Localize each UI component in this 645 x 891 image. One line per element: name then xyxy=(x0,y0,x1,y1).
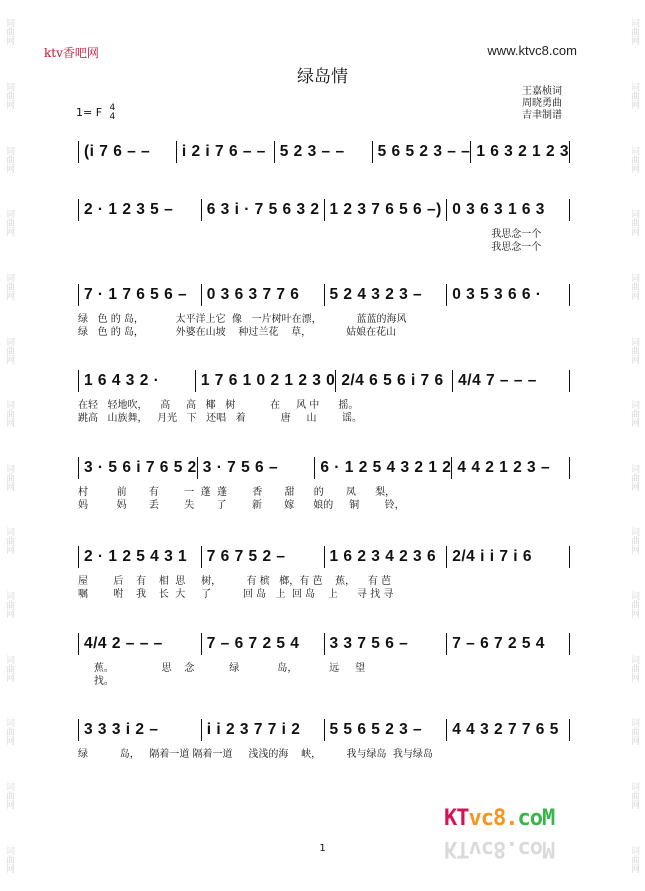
composer-credit: 周晓勇曲 xyxy=(522,98,562,109)
watermark-text: 词曲网 xyxy=(4,463,14,491)
measure: 2 · 1 2 5 4 3 1 xyxy=(84,548,188,565)
measure: 2/4 6 5 6 i 7 6 xyxy=(341,372,444,389)
measure: 1 6 4 3 2 · xyxy=(84,372,160,389)
watermark-text: 词曲网 xyxy=(629,209,639,237)
watermark-text: 词曲网 xyxy=(4,845,14,873)
watermark-text: 词曲网 xyxy=(4,145,14,173)
score-system xyxy=(78,369,570,425)
measure: 1 6 2 3 4 2 3 6 xyxy=(329,548,437,565)
barline xyxy=(569,546,570,568)
measure: 0 3 6 3 7 7 6 xyxy=(206,286,300,303)
watermark-text: 词曲网 xyxy=(629,527,639,555)
watermark-text: 词曲网 xyxy=(4,782,14,809)
score-system xyxy=(78,198,570,254)
time-signature xyxy=(110,104,116,122)
notation-row xyxy=(78,140,570,164)
measure: 1 7 6 1 0 2 1 2 3 0 xyxy=(200,372,336,389)
notation-row xyxy=(78,456,570,480)
score-system xyxy=(78,632,570,688)
measure: 4 4 2 1 2 3 – xyxy=(457,459,551,476)
site-url[interactable]: www.ktvc8.com xyxy=(487,43,577,58)
lyric-line: 跳高 山族舞， 月光 下 还唱 着 唐 山 谣。 xyxy=(78,413,362,424)
measure: 3 · 5 6 i 7 6 5 2 xyxy=(84,459,197,476)
lyric-line: 找。 xyxy=(78,676,114,687)
page-number: 1 xyxy=(319,843,326,854)
notation-row xyxy=(78,632,570,656)
logo-part-c: coM xyxy=(517,806,555,831)
watermark-text: 词曲网 xyxy=(4,209,14,237)
measure: 5 2 3 – – xyxy=(279,143,345,160)
score-system xyxy=(78,283,570,339)
watermark-right xyxy=(627,0,641,891)
watermark-text: 词曲网 xyxy=(629,782,639,809)
watermark-text: 词曲网 xyxy=(629,145,639,173)
score-system xyxy=(78,140,570,164)
logo-reflection-c: coM xyxy=(517,836,555,861)
notation-row xyxy=(78,369,570,393)
watermark-text: 词曲网 xyxy=(4,654,14,682)
barline xyxy=(569,141,570,163)
watermark-text: 词曲网 xyxy=(629,81,639,109)
lyric-line: 我思念一个 xyxy=(78,229,542,240)
watermark-text: 词曲网 xyxy=(4,591,14,619)
watermark-text: 词曲网 xyxy=(4,527,14,555)
lyric-line: 在轻 轻地吹， 高 高 椰 树 在 风 中 摇。 xyxy=(78,400,359,411)
lyricist-credit: 王嘉桢词 xyxy=(522,86,562,97)
credits xyxy=(522,86,562,122)
lyric-line: 绿 色 的 岛， 外婆在山坡 种过兰花 草， 姑娘在花山 xyxy=(78,327,397,338)
measure: i 2 i 7 6 – – xyxy=(181,143,266,160)
watermark-text: 词曲网 xyxy=(629,654,639,682)
song-title: 绿岛情 xyxy=(297,67,348,87)
lyric-line: 村 前 有 一 蓬 蓬 香 甜 的 凤 梨， xyxy=(78,487,396,498)
measure: 6 3 i · 7 5 6 3 2 xyxy=(206,201,320,218)
lyric-line: 我思念一个 xyxy=(78,242,542,253)
measure: 4/4 2 – – – xyxy=(84,635,163,652)
notation-row xyxy=(78,198,570,222)
measure: 4/4 7 – – – xyxy=(458,372,537,389)
measure: 7 6 7 5 2 – xyxy=(206,548,286,565)
brand-link[interactable]: ktv香吧网 xyxy=(44,46,99,60)
watermark-text: 词曲网 xyxy=(629,18,639,46)
measure: 1 6 3 2 1 2 3 xyxy=(476,143,569,160)
watermark-text: 词曲网 xyxy=(629,400,639,428)
watermark-text: 词曲网 xyxy=(4,18,14,46)
barline xyxy=(569,457,570,479)
logo-reflection-a: KT xyxy=(444,836,469,861)
key-signature xyxy=(76,104,115,122)
measure: 3 · 7 5 6 – xyxy=(202,459,279,476)
watermark-text: 词曲网 xyxy=(629,463,639,491)
measure: 2 · 1 2 3 5 – xyxy=(84,201,174,218)
measure: (i 7 6 – – xyxy=(84,143,151,160)
watermark-text: 词曲网 xyxy=(629,845,639,873)
measure: 1 2 3 7 6 5 6 –) xyxy=(329,201,442,218)
measure: 2/4 i i 7 i 6 xyxy=(452,548,532,565)
lyric-line: 屋 后 有 相 思 树， 有 槟 榔，有 芭 蕉， 有 芭 xyxy=(78,576,392,587)
key-label: 1= F xyxy=(76,106,103,119)
watermark-left xyxy=(2,0,16,891)
measure: 0 3 6 3 1 6 3 xyxy=(452,201,545,218)
barline xyxy=(569,719,570,741)
measure: 5 2 4 3 2 3 – xyxy=(329,286,423,303)
notation-row xyxy=(78,718,570,742)
measure: 3 3 3 i 2 – xyxy=(84,721,159,738)
measure: 7 – 6 7 2 5 4 xyxy=(206,635,300,652)
lyric-line: 绿 岛， 隔着一道 隔着一道 浅浅的海 峡， 我与绿岛 我与绿岛 xyxy=(78,749,433,760)
lyric-line: 蕉。 思 念 绿 岛， 远 望 xyxy=(78,663,366,674)
logo-part-b: vc8. xyxy=(468,806,518,831)
lyric-line: 嘱 咐 我 长 大 了 回 岛 上 回 岛 上 寻 找 寻 xyxy=(78,589,394,600)
measure: i i 2 3 7 7 i 2 xyxy=(206,721,301,738)
score-system xyxy=(78,718,570,761)
watermark-text: 词曲网 xyxy=(4,336,14,364)
measure: 0 3 5 3 6 6 · xyxy=(452,286,542,303)
logo-reflection-b: vc8. xyxy=(468,836,518,861)
score-system xyxy=(78,456,570,512)
lyric-line: 绿 色 的 岛， 太平洋上它 像 一片树叶在漂， 蓝蓝的海风 xyxy=(78,314,407,325)
watermark-text: 词曲网 xyxy=(629,718,639,746)
notation-row xyxy=(78,545,570,569)
watermark-text: 词曲网 xyxy=(629,336,639,364)
time-bottom: 4 xyxy=(109,112,116,122)
lyric-line: 妈 妈 丢 失 了 新 嫁 娘的 铜 铃， xyxy=(78,500,405,511)
barline xyxy=(569,633,570,655)
barline xyxy=(569,284,570,306)
watermark-text: 词曲网 xyxy=(629,272,639,300)
measure: 3 3 7 5 6 – xyxy=(329,635,409,652)
notation-row xyxy=(78,283,570,307)
barline xyxy=(569,199,570,221)
watermark-text: 词曲网 xyxy=(629,591,639,619)
logo-part-a: KT xyxy=(444,806,469,831)
score-system xyxy=(78,545,570,601)
watermark-text: 词曲网 xyxy=(4,718,14,746)
measure: 7 · 1 7 6 5 6 – xyxy=(84,286,188,303)
watermark-text: 词曲网 xyxy=(4,400,14,428)
ktvc8-logo[interactable] xyxy=(444,806,554,831)
measure: 7 – 6 7 2 5 4 xyxy=(452,635,545,652)
time-top: 4 xyxy=(109,103,116,113)
measure: 6 · 1 2 5 4 3 2 1 2 xyxy=(320,459,452,476)
watermark-text: 词曲网 xyxy=(4,272,14,300)
measure: 5 5 6 5 2 3 – xyxy=(329,721,423,738)
measure: 4 4 3 2 7 7 6 5 xyxy=(452,721,559,738)
transcriber-credit: 吉聿制谱 xyxy=(522,110,562,121)
barline xyxy=(569,370,570,392)
logo-reflection xyxy=(444,836,554,861)
watermark-text: 词曲网 xyxy=(4,81,14,109)
measure: 5 6 5 2 3 – – xyxy=(377,143,471,160)
